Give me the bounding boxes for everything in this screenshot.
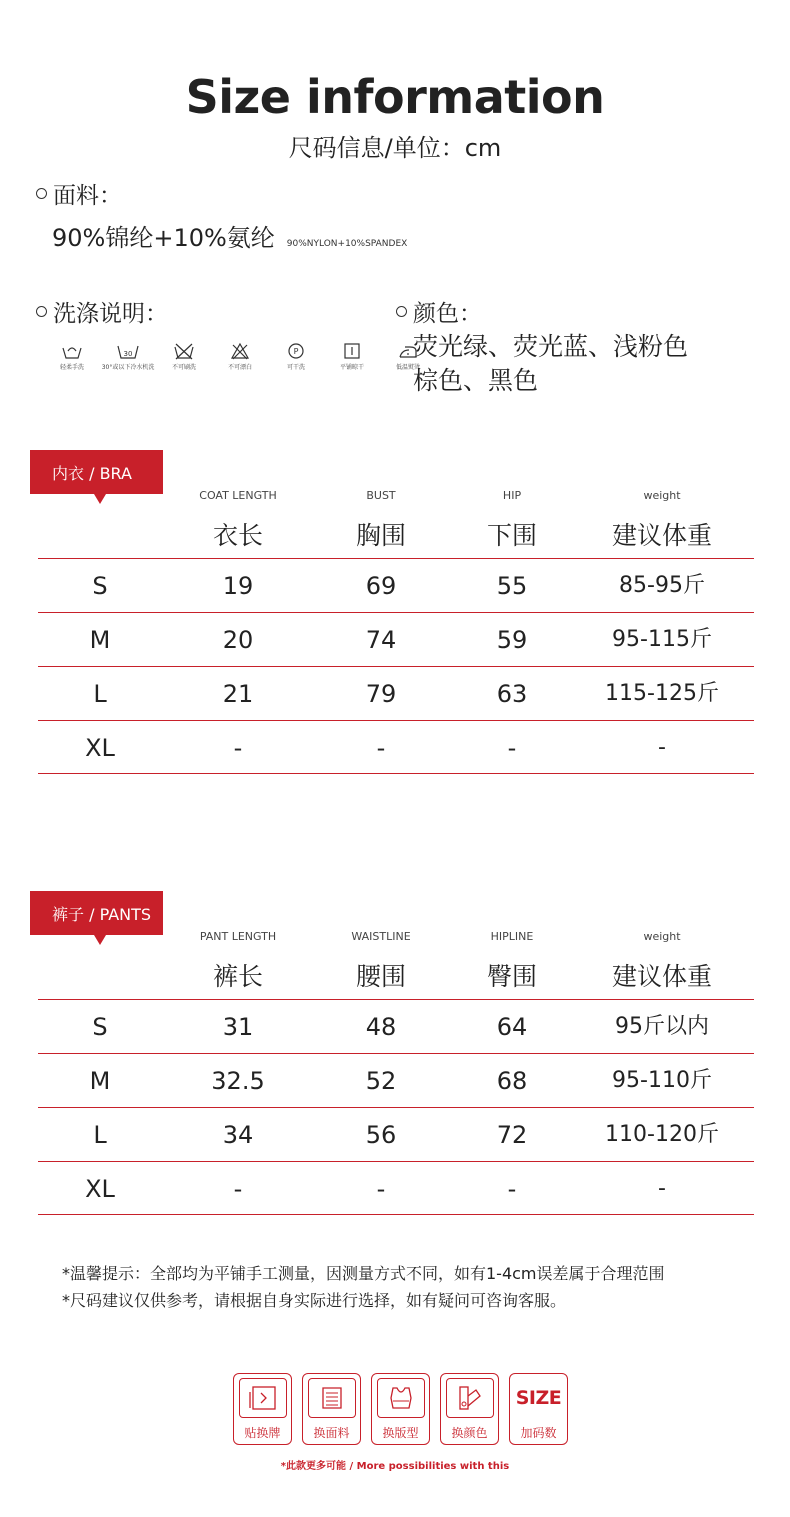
fabric-value — [52, 218, 407, 253]
bra-col-zh: 衣长 — [212, 521, 263, 550]
care-item-no-brush: 不可刷洗 — [158, 342, 210, 371]
color-line-2: 棕色、黑色 — [413, 366, 539, 395]
note-line-2: *尺码建议仅供参考，请根据自身实际进行选择，如有疑问可咨询客服。 — [62, 1291, 567, 1310]
garment-icon — [385, 1384, 417, 1412]
color-line-1: 荧光绿、荧光蓝、浅粉色 — [413, 332, 689, 361]
care-item-hand-wash: 轻柔手洗 — [46, 342, 98, 371]
dry-clean-icon — [285, 342, 307, 360]
pants-col-zh: 裤长 — [212, 962, 263, 991]
bra-col-en: COAT LENGTH — [199, 489, 277, 502]
pants-col-en: PANT LENGTH — [199, 930, 277, 943]
fabric-heading — [36, 177, 122, 210]
pants-col-zh: 腰围 — [355, 962, 406, 991]
badge-color: 换颜色 — [440, 1373, 499, 1445]
table-row: S 31 48 64 95斤以内 — [38, 999, 754, 1053]
circle-bullet-icon — [396, 306, 407, 317]
fabric-icon — [316, 1384, 348, 1412]
pants-col-zh: 臀围 — [486, 962, 537, 991]
circle-bullet-icon — [36, 188, 47, 199]
pants-col-en: weight — [643, 930, 681, 943]
table-row: M 32.5 52 68 95-110斤 — [38, 1053, 754, 1107]
table-row: L 21 79 63 115-125斤 — [38, 666, 754, 720]
table-row: L 34 56 72 110-120斤 — [38, 1107, 754, 1161]
footer-text: *此款更多可能 / More possibilities with this — [280, 1461, 510, 1472]
care-item-flat-dry: 平铺晾干 — [326, 342, 378, 371]
badge-tag-swap: 贴换牌 — [233, 1373, 292, 1445]
no-tumble-dry-icon — [173, 342, 195, 360]
care-icons — [46, 342, 434, 371]
flat-dry-icon — [341, 342, 363, 360]
fabric-value-en: 90%NYLON+10%SPANDEX — [286, 239, 408, 249]
table-row: XL - - - - — [38, 1161, 754, 1215]
hand-wash-icon — [61, 342, 83, 360]
care-label: 洗涤说明： — [53, 301, 168, 327]
machine-wash-30-icon — [117, 342, 139, 360]
pants-col-zh: 建议体重 — [611, 962, 712, 991]
note-line-1: *温馨提示：全部均为平铺手工测量，因测量方式不同，如有1-4cm误差属于合理范围 — [62, 1264, 665, 1283]
table-row: XL - - - - — [38, 720, 754, 774]
page-title: Size information — [185, 70, 605, 124]
color-label: 颜色： — [413, 301, 482, 327]
bra-col-zh: 胸围 — [355, 521, 406, 550]
bra-col-zh: 建议体重 — [611, 521, 712, 550]
svg-text:P: P — [293, 347, 299, 356]
color-icon — [454, 1384, 486, 1412]
fabric-label: 面料： — [53, 183, 122, 209]
badge-fabric: 换面料 — [302, 1373, 361, 1445]
care-item-no-bleach: 不可漂白 — [214, 342, 266, 371]
bra-col-en: BUST — [366, 489, 396, 502]
badge-garment: 换版型 — [371, 1373, 430, 1445]
pants-tag: 裤子 / PANTS — [30, 891, 163, 935]
pants-col-en: WAISTLINE — [351, 930, 411, 943]
table-row: M 20 74 59 95-115斤 — [38, 612, 754, 666]
customization-badges — [233, 1373, 568, 1445]
care-item-machine-wash: 30 30°或以下冷水机洗 — [102, 342, 154, 371]
no-bleach-icon — [229, 342, 251, 360]
tag-swap-icon — [247, 1384, 279, 1412]
bra-col-en: weight — [643, 489, 681, 502]
pants-col-en: HIPLINE — [490, 930, 534, 943]
color-heading — [396, 295, 482, 328]
badge-size: SIZE 加码数 — [509, 1373, 568, 1445]
fabric-value-zh: 90%锦纶+10%氨纶 — [52, 224, 275, 252]
size-icon: SIZE — [515, 1387, 562, 1409]
page-subtitle: 尺码信息/单位：cm — [288, 134, 502, 162]
bra-col-en: HIP — [502, 489, 522, 502]
care-item-low-iron: 低温熨烫 — [382, 342, 434, 371]
table-row: S 19 69 55 85-95斤 — [38, 558, 754, 612]
bra-col-zh: 下围 — [486, 521, 537, 550]
svg-text:30: 30 — [123, 350, 133, 358]
care-heading — [36, 295, 168, 328]
care-item-dry-clean: P 可干洗 — [270, 342, 322, 371]
circle-bullet-icon — [36, 306, 47, 317]
bra-tag: 内衣 / BRA — [30, 450, 163, 494]
color-value — [413, 330, 688, 398]
